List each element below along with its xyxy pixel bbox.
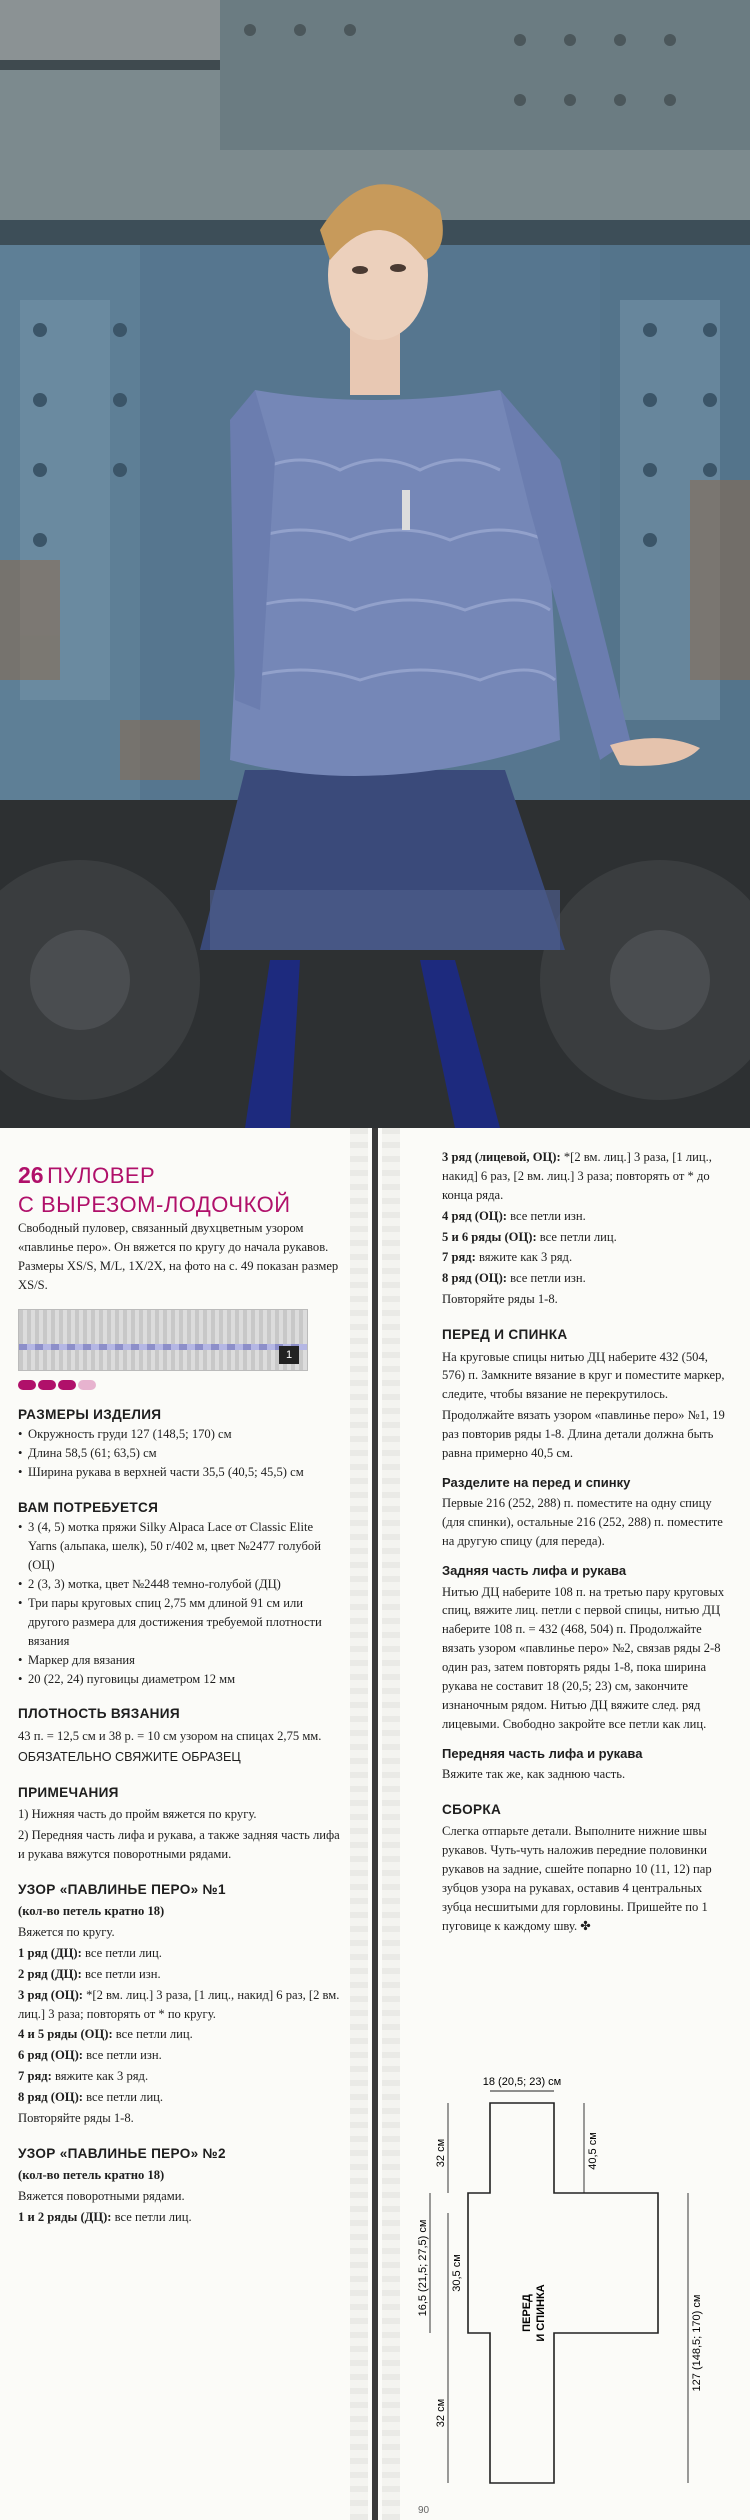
pattern-row (18, 2208, 343, 2227)
adjacent-page-edge (350, 1128, 368, 2520)
materials-heading: ВАМ ПОТРЕБУЕТСЯ (18, 1500, 159, 1516)
row-text: все петли лиц. (81, 1945, 162, 1960)
row-label: 7 ряд: (18, 2069, 52, 2084)
row-label: 1 ряд (ДЦ): (18, 1945, 82, 1960)
list-item: • Три пары круговых спиц 2,75 мм длиной 91 см или другого размера для достижения требуемой плотности вязания (18, 1594, 343, 1651)
dim-left-bottom: 32 см (435, 2398, 447, 2428)
pattern1-repeat: Повторяйте ряды 1-8. (18, 2110, 134, 2125)
pattern-row (18, 1965, 343, 1984)
pattern1-subheading: (кол-во петель кратно 18) (18, 1904, 165, 1919)
row-text: все петли лиц. (82, 2090, 164, 2105)
row-text: *[2 вм. лиц.] 3 раза, [1 лиц., накид] 6 раз, [2 вм. лиц.] 3 раза; повторять от * по кругу. (18, 1987, 340, 2021)
front-back-paragraph: Продолжайте вязать узором «павлинье перо» №1, 19 раз повторив ряды 1-8. Длина детали должна быть равна примерно 40,5 см. (442, 1408, 725, 1460)
sizes-list (18, 1425, 343, 1482)
swatch-stripe (19, 1344, 307, 1350)
note-item: 2) Передняя часть лифа и рукава, а также задняя часть лифа и рукава вяжутся поворотными рядами. (18, 1827, 340, 1861)
pattern-row (18, 2067, 343, 2086)
pattern1-intro: Вяжется по кругу. (18, 1924, 115, 1939)
sizes-heading: РАЗМЕРЫ ИЗДЕЛИЯ (18, 1406, 162, 1422)
front-paragraph: Вяжите так же, как заднюю часть. (442, 1767, 626, 1782)
row-label: 6 ряд (ОЦ): (18, 2048, 83, 2063)
right-column (442, 1128, 734, 1936)
row-text: все петли лиц. (111, 2210, 192, 2225)
row-text: вяжите как 3 ряд. (51, 2069, 149, 2084)
row-label: 8 ряд (ОЦ): (442, 1271, 507, 1286)
schematic-diagram (408, 2073, 734, 2513)
list-item: • Длина 58,5 (61; 63,5) см (18, 1444, 343, 1463)
page-number: 90 (418, 2505, 430, 2516)
row-text: все петли лиц. (112, 2027, 193, 2042)
row-label: 3 ряд (лицевой, ОЦ): (442, 1150, 561, 1164)
swatch-tag: 1 (279, 1346, 299, 1364)
row-text: *[2 вм. лиц.] 3 раза, [1 лиц., накид] 6 раз, [2 вм. лиц.] 3 раза; повторять от * до конца ряда. (442, 1150, 712, 1202)
pattern-row (18, 2025, 343, 2044)
row-label: 4 и 5 ряды (ОЦ): (18, 2027, 113, 2042)
difficulty-dot-empty (78, 1380, 96, 1390)
notes-heading: ПРИМЕЧАНИЯ (18, 1784, 119, 1800)
right-page (378, 1128, 750, 2520)
title-line-2: С ВЫРЕЗОМ-ЛОДОЧКОЙ (18, 1191, 291, 1217)
gauge-text: 43 п. = 12,5 см и 38 р. = 10 см узором на спицах 2,75 мм. (18, 1728, 322, 1743)
photo-illustration (0, 0, 750, 1128)
left-column (18, 1128, 343, 2227)
magazine-spread (0, 1128, 750, 2520)
pattern-row (18, 1944, 343, 1963)
pattern-row (18, 2088, 343, 2107)
row-text: вяжите как 3 ряд. (475, 1250, 573, 1265)
dim-right-side: 127 (148,5; 170) см (691, 2294, 703, 2392)
list-item: • 20 (22, 24) пуговицы диаметром 12 мм (18, 1670, 343, 1689)
difficulty-dot (58, 1380, 76, 1390)
pattern-row (442, 1207, 734, 1226)
assembly-paragraph: Слегка отпарьте детали. Выполните нижние швы рукавов. Чуть-чуть наложив передние половинки рукавов на задние, сшейте попарно 10 (11, 12) пар зубцов узора на рукавах, оставив 4 центральных зубца несшитыми для горловины. Пришейте по 1 пуговице к каждому шву. ✤ (442, 1824, 712, 1933)
back-heading: Задняя часть лифа и рукава (442, 1563, 627, 1579)
pattern-row (442, 1269, 734, 1288)
row-label: 5 и 6 ряды (ОЦ): (442, 1229, 537, 1244)
pattern2-subheading: (кол-во петель кратно 18) (18, 2168, 165, 2183)
lead-paragraph: Свободный пуловер, связанный двухцветным узором «павлинье перо». Он вяжется по кругу до начала рукавов. Размеры XS/S, M/L, 1X/2X, на фото на с. 49 показан размер XS/S. (18, 1221, 339, 1293)
row-text: все петли лиц. (536, 1229, 617, 1244)
dim-right-top: 40,5 см (587, 2132, 599, 2170)
pattern2-heading: УЗОР «ПАВЛИНЬЕ ПЕРО» №2 (18, 2145, 226, 2161)
row-label: 1 и 2 ряды (ДЦ): (18, 2210, 112, 2225)
materials-list (18, 1518, 343, 1688)
piece-label-line1: ПЕРЕД (521, 2294, 533, 2332)
row-label: 8 ряд (ОЦ): (18, 2090, 83, 2105)
left-page (0, 1128, 372, 2520)
difficulty-indicator (18, 1377, 343, 1389)
assembly-heading: СБОРКА (442, 1802, 502, 1818)
row-text: все петли изн. (506, 1271, 586, 1286)
row-text: все петли изн. (81, 1966, 161, 1981)
piece-label-line2: И СПИНКА (535, 2284, 547, 2342)
garment-outline (468, 2103, 658, 2483)
row-label: 7 ряд: (442, 1250, 476, 1265)
row-label: 3 ряд (ОЦ): (18, 1987, 83, 2002)
back-paragraph: Нитью ДЦ наберите 108 п. на третью пару круговых спиц, вяжите лиц. петли с первой спицы, нитью ДЦ наберите 108 п. = 432 (468, 504) п. Продолжайте вязать узором «павлинье перо» №2, связав ряды 2-8 один раз, затем повторять ряды 1-8, пока ширина рукава не составит 18 (20,5; 23) см, закончите изнаночным рядом. Нитью ДЦ вяжите след. ряд лицевыми. Свободно закройте все петли как лиц. (442, 1584, 725, 1731)
row-label: 4 ряд (ОЦ): (442, 1208, 507, 1223)
difficulty-dot (18, 1380, 36, 1390)
front-heading: Передняя часть лифа и рукава (442, 1745, 643, 1761)
split-heading: Разделите на перед и спинку (442, 1474, 631, 1490)
row-text: все петли изн. (506, 1208, 586, 1223)
pattern1-heading: УЗОР «ПАВЛИНЬЕ ПЕРО» №1 (18, 1881, 226, 1897)
dim-left-mid: 16,5 (21,5; 27,5) см (417, 2219, 429, 2317)
title-line-1: ПУЛОВЕР (47, 1163, 156, 1188)
row-text: все петли изн. (82, 2048, 162, 2063)
list-item: • 3 (4, 5) мотка пряжи Silky Alpaca Lace от Classic Elite Yarns (альпака, шелк), 50 г/402 м, цвет №2477 голубой (ОЦ) (18, 1518, 343, 1575)
article-title (18, 1158, 343, 1217)
list-item: • Маркер для вязания (18, 1651, 343, 1670)
dim-top: 18 (20,5; 23) см (482, 2076, 562, 2088)
split-paragraph: Первые 216 (252, 288) п. поместите на одну спицу (для спинки), остальные 216 (252, 288) п. поместите на другую спицу (для переда). (442, 1496, 723, 1549)
model-photo (0, 0, 750, 1128)
front-back-paragraph: На круговые спицы нитью ДЦ наберите 432 (504, 576) п. Замкните вязание в круг и поместите маркер, следите, чтобы вязание не перекрутилось. (442, 1349, 725, 1402)
adjacent-page-edge (382, 1128, 400, 2520)
pattern-row (18, 2046, 343, 2065)
yarn-swatch (18, 1309, 308, 1371)
gauge-note: ОБЯЗАТЕЛЬНО СВЯЖИТЕ ОБРАЗЕЦ (18, 1749, 241, 1764)
pattern-row (442, 1228, 734, 1247)
row-label: 2 ряд (ДЦ): (18, 1966, 82, 1981)
note-item: 1) Нижняя часть до пройм вяжется по кругу. (18, 1806, 257, 1821)
pattern-row (442, 1248, 734, 1267)
list-item: • Окружность груди 127 (148,5; 170) см (18, 1425, 343, 1444)
pattern2-intro: Вяжется поворотными рядами. (18, 2189, 185, 2204)
article-number: 26 (18, 1162, 44, 1188)
list-item: • 2 (3, 3) мотка, цвет №2448 темно-голубой (ДЦ) (18, 1575, 343, 1594)
pattern-row (442, 1148, 734, 1205)
gauge-heading: ПЛОТНОСТЬ ВЯЗАНИЯ (18, 1706, 180, 1722)
dim-left-top: 32 см (435, 2138, 447, 2168)
dim-left-mid2: 30,5 см (451, 2254, 463, 2292)
difficulty-dot (38, 1380, 56, 1390)
rows-repeat: Повторяйте ряды 1-8. (442, 1292, 558, 1307)
front-back-heading: ПЕРЕД И СПИНКА (442, 1327, 568, 1343)
list-item: • Ширина рукава в верхней части 35,5 (40,5; 45,5) см (18, 1463, 343, 1482)
pattern-row (18, 1986, 343, 2024)
